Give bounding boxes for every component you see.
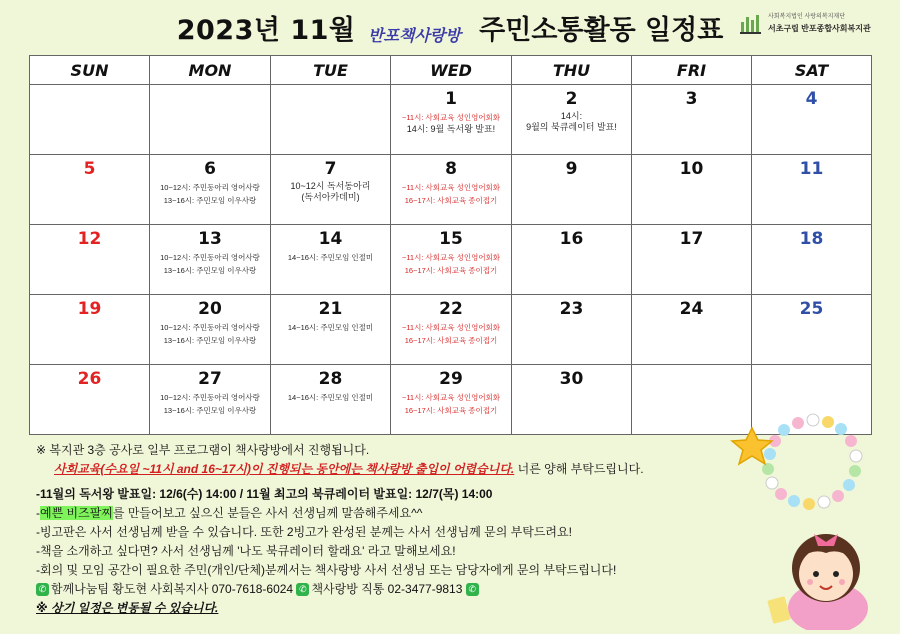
contact-library: 책사랑방 직통 02-3477-9813 (311, 582, 463, 596)
event-entry: 16~17시: 사회교육 종이접기 (404, 336, 498, 345)
week-row (30, 225, 872, 295)
event-entry: 14~16시: 주민모임 인절미 (287, 323, 374, 332)
event-entry: 16~17시: 사회교육 종이접기 (404, 196, 498, 205)
day-cell (391, 85, 512, 155)
event-entry: ~11시: 사회교육 성인영어회화 (401, 393, 501, 402)
day-number: 10 (679, 159, 704, 179)
note-access (36, 460, 716, 479)
note-bracelet-rest: 를 만들어보고 싶으신 분들은 사서 선생님께 말씀해주세요^^ (112, 506, 423, 520)
bracelet-girl-illustration (718, 408, 890, 630)
weekday-header-thu: THU (512, 56, 632, 85)
day-cell (150, 365, 271, 435)
note-schedule-change: ※ 상기 일정은 변동될 수 있습니다. (36, 601, 219, 615)
day-number: 9 (565, 159, 578, 179)
contact-staff: 함께나눔팀 황도현 사회복지사 070-7618-6024 (51, 582, 294, 596)
day-cell (150, 85, 271, 155)
note-bracelet (36, 504, 716, 523)
week-row (30, 85, 872, 155)
notes-section (36, 441, 716, 618)
event-entry: 13~16시: 주민모임 이우사랑 (163, 266, 257, 275)
weekday-header-wed: WED (391, 56, 512, 85)
day-cell (30, 295, 150, 365)
page-subtitle: 반포책사랑방 (367, 28, 461, 46)
day-number: 20 (198, 299, 222, 319)
note-access-warning: 사회교육(수요일 ~11시 and 16~17시)이 진행되는 동안에는 책사랑방 출입이 어렵습니다. (54, 462, 515, 476)
day-number: 24 (679, 299, 704, 319)
day-cell (271, 85, 391, 155)
weekday-header-mon: MON (150, 56, 271, 85)
event-entry: (독서아카데미) (301, 192, 360, 202)
event-entry: 16~17시: 사회교육 종이접기 (404, 406, 498, 415)
calendar-body (30, 85, 872, 435)
day-cell (391, 365, 512, 435)
org-logo-icon (738, 10, 764, 36)
weekday-header-fri: FRI (632, 56, 752, 85)
org-logo-block (738, 6, 888, 40)
day-number: 13 (198, 229, 222, 249)
day-cell (150, 225, 271, 295)
event-entry: 13~16시: 주민모임 이우사랑 (163, 406, 257, 415)
day-number: 3 (685, 89, 698, 109)
org-line-2: 서초구립 반포종합사회복지관 (768, 24, 871, 33)
event-entry: 9월의 북큐레이터 발표! (526, 122, 617, 132)
day-number: 16 (559, 229, 584, 249)
day-cell (150, 155, 271, 225)
phone-icon: ✆ (296, 583, 309, 596)
day-number: 26 (77, 369, 102, 389)
day-cell (632, 225, 752, 295)
weekday-header-tue: TUE (271, 56, 391, 85)
event-entry: 14시: 9월 독서왕 발표! (406, 124, 496, 134)
day-cell (271, 225, 391, 295)
day-number: 21 (318, 299, 343, 319)
day-number (30, 89, 149, 111)
day-number: 12 (77, 229, 102, 249)
day-cell (512, 365, 632, 435)
day-cell (391, 295, 512, 365)
day-cell (271, 365, 391, 435)
day-number: 2 (565, 89, 578, 109)
girl-character-icon (767, 534, 868, 630)
note-meeting-space: -회의 및 모임 공간이 필요한 주민(개인/단체)분께서는 책사랑방 사서 선생님 또는 담당자에게 문의 부탁드립니다! (36, 563, 617, 577)
note-access-rest: 너른 양해 부탁드립니다. (514, 462, 644, 476)
day-number: 17 (679, 229, 704, 249)
day-cell (752, 85, 872, 155)
week-row (30, 155, 872, 225)
day-number: 19 (77, 299, 102, 319)
day-cell (30, 225, 150, 295)
day-cell (30, 155, 150, 225)
day-cell (512, 225, 632, 295)
week-row (30, 295, 872, 365)
event-entry: ~11시: 사회교육 성인영어회화 (401, 323, 501, 332)
day-number: 15 (439, 229, 463, 249)
day-cell (391, 225, 512, 295)
page-title-2: 주민소통활동 일정표 (479, 15, 724, 46)
day-number: 8 (445, 159, 457, 179)
event-entry: 14~16시: 주민모임 인절미 (287, 253, 374, 262)
day-number (632, 369, 751, 391)
day-cell (271, 295, 391, 365)
phone-icon: ✆ (466, 583, 479, 596)
note-bracelet-dash: - (36, 506, 40, 520)
event-entry: ~11시: 사회교육 성인영어회화 (401, 183, 501, 192)
day-number: 25 (799, 299, 824, 319)
event-entry: 10~12시: 주민동아리 영어사랑 (160, 323, 260, 332)
day-number (271, 89, 390, 111)
day-number: 28 (318, 369, 343, 389)
event-entry: ~11시: 사회교육 성인영어회화 (401, 253, 501, 262)
phone-icon: ✆ (36, 583, 49, 596)
day-cell (271, 155, 391, 225)
event-entry: 10~12시: 주민동아리 영어사랑 (160, 393, 260, 402)
note-construction: ※ 복지관 3층 공사로 일부 프로그램이 책사랑방에서 진행됩니다. (36, 443, 370, 457)
org-line-1: 사회복지법인 사랑의복지재단 (768, 14, 846, 20)
weekday-header-row (30, 56, 872, 85)
note-curator: -책을 소개하고 싶다면? 사서 선생님께 '나도 북큐레이터 할래요' 라고 말해보세요! (36, 544, 456, 558)
bead-bracelet-icon (762, 414, 862, 510)
note-contacts (36, 580, 716, 599)
note-bracelet-highlight: 예쁜 비즈팔찌 (40, 506, 113, 520)
event-entry: 14~16시: 주민모임 인절미 (287, 393, 374, 402)
day-cell (752, 155, 872, 225)
star-charm-icon (732, 428, 772, 464)
day-number: 14 (318, 229, 343, 249)
day-cell (632, 295, 752, 365)
day-cell (752, 295, 872, 365)
day-number: 30 (559, 369, 584, 389)
day-cell (150, 295, 271, 365)
weekday-header-sun: SUN (30, 56, 150, 85)
day-number: 6 (204, 159, 216, 179)
weekday-header-sat: SAT (752, 56, 872, 85)
note-announcement-dates: -11월의 독서왕 발표일: 12/6(수) 14:00 / 11월 최고의 북큐레이터 발표일: 12/7(목) 14:00 (36, 487, 493, 501)
day-number: 5 (83, 159, 96, 179)
event-entry: 14시: (560, 111, 583, 121)
day-cell (30, 85, 150, 155)
event-entry: 10~12시 독서동아리 (290, 181, 371, 191)
note-bingo: -빙고판은 사서 선생님께 받을 수 있습니다. 또한 2빙고가 완성된 분께는 사서 선생님께 문의 부탁드려요! (36, 525, 572, 539)
day-number: 23 (559, 299, 584, 319)
event-entry: 10~12시: 주민동아리 영어사랑 (160, 183, 260, 192)
day-number (150, 89, 270, 111)
day-number: 1 (445, 89, 457, 109)
day-cell (512, 155, 632, 225)
event-entry: ~11시: 사회교육 성인영어회화 (401, 113, 501, 122)
day-number: 7 (324, 159, 337, 179)
event-entry: 13~16시: 주민모임 이우사랑 (163, 336, 257, 345)
calendar-table (29, 55, 872, 435)
day-number: 4 (805, 89, 818, 109)
day-cell (632, 155, 752, 225)
day-number (752, 369, 871, 391)
day-cell (632, 85, 752, 155)
event-entry: 16~17시: 사회교육 종이접기 (404, 266, 498, 275)
day-cell (512, 85, 632, 155)
day-number: 11 (799, 159, 824, 179)
day-cell (512, 295, 632, 365)
page-title: 2023년 11월 (176, 15, 356, 46)
event-entry: 13~16시: 주민모임 이우사랑 (163, 196, 257, 205)
day-number: 29 (439, 369, 463, 389)
day-cell (391, 155, 512, 225)
day-number: 22 (439, 299, 463, 319)
day-cell (752, 225, 872, 295)
day-number: 27 (198, 369, 222, 389)
day-cell (30, 365, 150, 435)
event-entry: 10~12시: 주민동아리 영어사랑 (160, 253, 260, 262)
day-number: 18 (799, 229, 824, 249)
